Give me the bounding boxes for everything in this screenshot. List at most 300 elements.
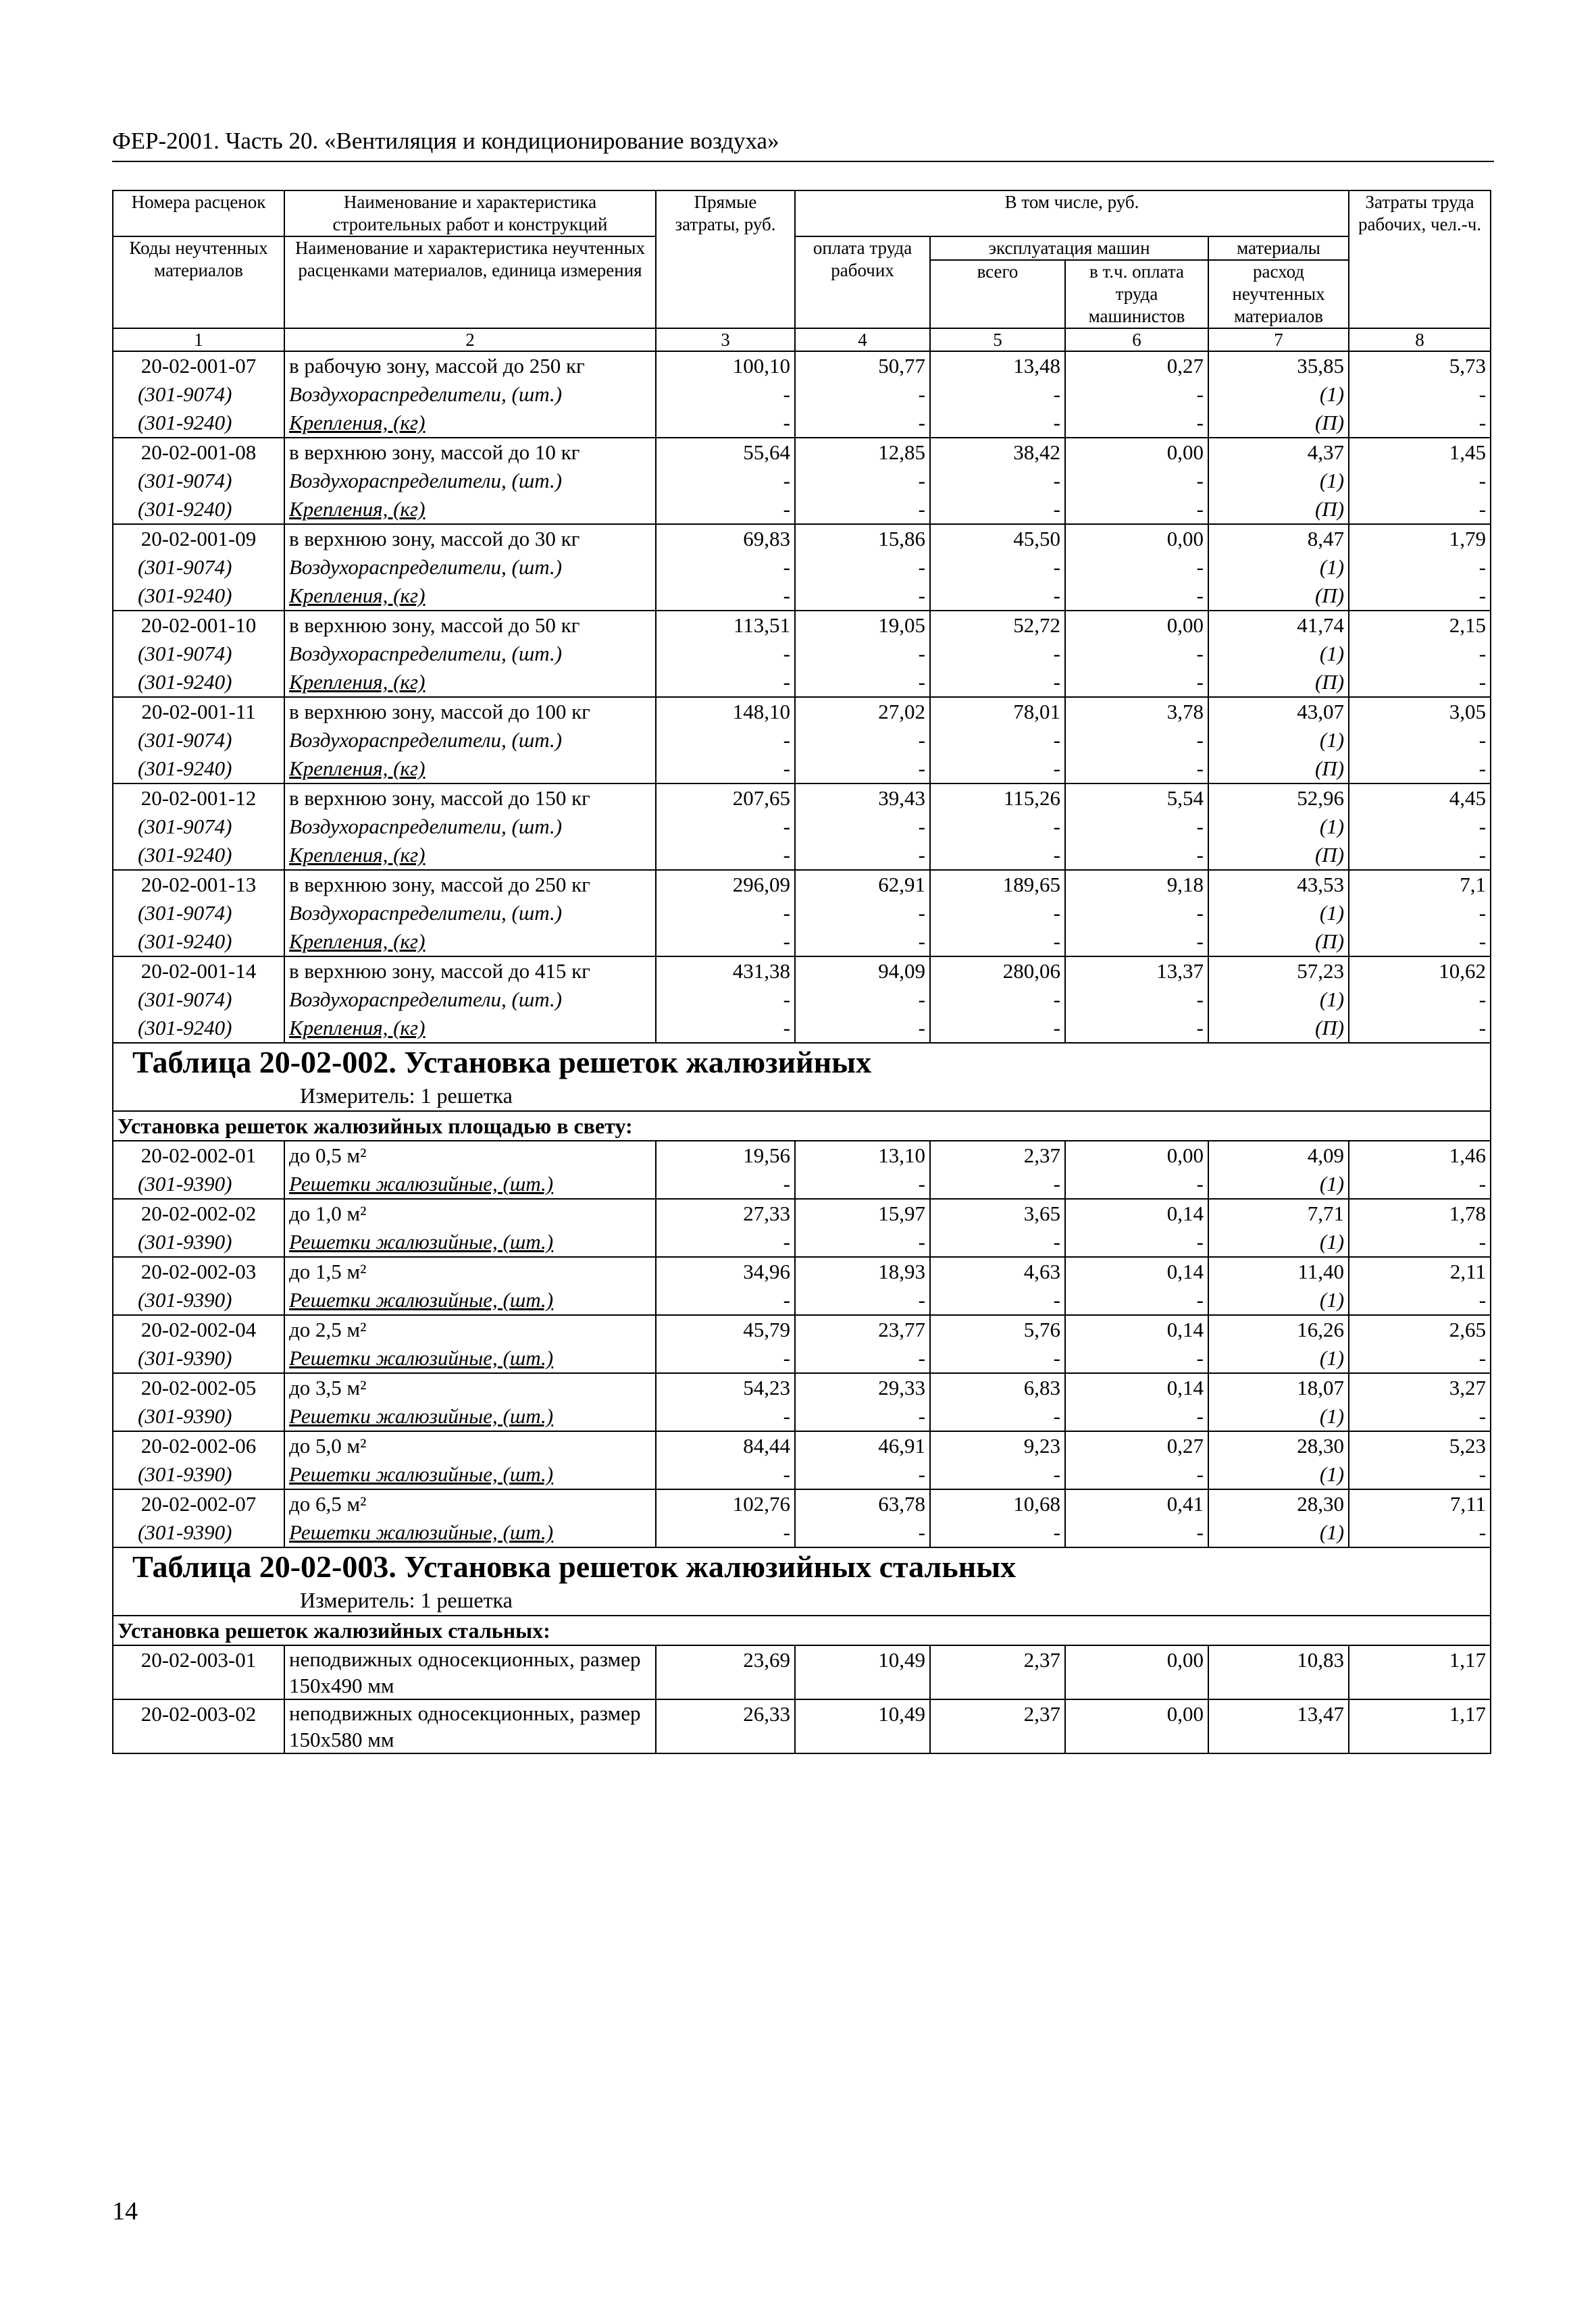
rate-value: 0,14: [1065, 1257, 1208, 1286]
table-row: [113, 1431, 1491, 1460]
price-table: [112, 190, 1490, 1754]
rate-value: 55,64: [656, 438, 795, 467]
empty-value-dash: -: [656, 927, 795, 956]
empty-value-dash: -: [656, 1460, 795, 1489]
material-row: [113, 640, 1491, 668]
empty-value-dash: -: [1065, 1518, 1208, 1547]
col-header-code: Номера расценок: [113, 190, 284, 236]
empty-value-dash: -: [930, 668, 1065, 697]
table-row: [113, 1315, 1491, 1344]
page-number: 14: [112, 2197, 138, 2226]
material-quantity: (П): [1208, 1014, 1349, 1043]
section-heading: Установка решеток жалюзийных стальных:: [113, 1616, 1491, 1645]
material-row: [113, 409, 1491, 438]
rate-value: 7,11: [1349, 1489, 1491, 1518]
material-row: [113, 1286, 1491, 1315]
material-quantity: (П): [1208, 495, 1349, 524]
table-title-text: Таблица 20-02-003. Установка решеток жалюзийных стальных: [132, 1549, 1016, 1584]
material-row: [113, 1402, 1491, 1431]
material-description: Крепления, (кг): [284, 754, 656, 783]
material-description: Крепления, (кг): [284, 409, 656, 438]
empty-value-dash: -: [930, 754, 1065, 783]
material-code: (301-9390): [113, 1228, 284, 1257]
empty-value-dash: -: [1349, 726, 1491, 754]
material-description: Решетки жалюзийные, (шт.): [284, 1518, 656, 1547]
material-quantity: (П): [1208, 409, 1349, 438]
empty-value-dash: -: [656, 813, 795, 841]
rate-description: в верхнюю зону, массой до 10 кг: [284, 438, 656, 467]
empty-value-dash: -: [656, 582, 795, 611]
rate-value: 27,02: [795, 697, 930, 726]
material-description: Крепления, (кг): [284, 668, 656, 697]
rate-value: 0,00: [1065, 438, 1208, 467]
rate-value: 39,43: [795, 783, 930, 813]
rate-value: 29,33: [795, 1373, 930, 1402]
rate-code: 20-02-002-02: [113, 1199, 284, 1228]
material-description: Решетки жалюзийные, (шт.): [284, 1170, 656, 1199]
col-header-machines: эксплуатация машин: [930, 236, 1208, 260]
material-quantity: (1): [1208, 726, 1349, 754]
rate-value: 46,91: [795, 1431, 930, 1460]
rate-description: до 6,5 м²: [284, 1489, 656, 1518]
empty-value-dash: -: [1349, 1402, 1491, 1431]
material-code: (301-9390): [113, 1518, 284, 1547]
col-number: 4: [795, 328, 930, 351]
col-header-labor: Затраты труда рабочих, чел.-ч.: [1349, 190, 1491, 328]
col-header-including: В том числе, руб.: [795, 190, 1349, 236]
material-code: (301-9074): [113, 899, 284, 927]
material-row: [113, 726, 1491, 754]
rate-description: в рабочую зону, массой до 250 кг: [284, 351, 656, 380]
rate-value: 0,00: [1065, 524, 1208, 553]
material-row: [113, 1228, 1491, 1257]
col-number: 1: [113, 328, 284, 351]
rate-description: до 0,5 м²: [284, 1141, 656, 1170]
material-quantity: (П): [1208, 582, 1349, 611]
rate-description: до 5,0 м²: [284, 1431, 656, 1460]
rate-code: 20-02-001-13: [113, 870, 284, 899]
rate-code: 20-02-002-07: [113, 1489, 284, 1518]
material-description: Решетки жалюзийные, (шт.): [284, 1402, 656, 1431]
rate-description: до 1,5 м²: [284, 1257, 656, 1286]
empty-value-dash: -: [656, 1286, 795, 1315]
rate-description: в верхнюю зону, массой до 100 кг: [284, 697, 656, 726]
empty-value-dash: -: [1349, 927, 1491, 956]
rate-value: 3,27: [1349, 1373, 1491, 1402]
table-row: [113, 438, 1491, 467]
empty-value-dash: -: [930, 1402, 1065, 1431]
rate-value: 5,54: [1065, 783, 1208, 813]
table-row: [113, 524, 1491, 553]
table-row: [113, 1257, 1491, 1286]
rate-value: 18,93: [795, 1257, 930, 1286]
material-quantity: (П): [1208, 754, 1349, 783]
empty-value-dash: -: [795, 668, 930, 697]
rate-value: 19,56: [656, 1141, 795, 1170]
rate-value: 4,37: [1208, 438, 1349, 467]
rate-code: 20-02-003-01: [113, 1645, 284, 1699]
material-quantity: (1): [1208, 1460, 1349, 1489]
measure-text: Измеритель: 1 решетка: [300, 1588, 513, 1612]
rate-code: 20-02-001-14: [113, 956, 284, 985]
rate-value: 8,47: [1208, 524, 1349, 553]
table-row: [113, 1373, 1491, 1402]
col-header-material-codes: Коды неучтенных материалов: [113, 236, 284, 328]
rate-value: 10,62: [1349, 956, 1491, 985]
rate-value: 1,45: [1349, 438, 1491, 467]
empty-value-dash: -: [1065, 1344, 1208, 1373]
empty-value-dash: -: [656, 1344, 795, 1373]
material-code: (301-9240): [113, 582, 284, 611]
empty-value-dash: -: [795, 1286, 930, 1315]
rate-description: в верхнюю зону, массой до 150 кг: [284, 783, 656, 813]
rate-value: 113,51: [656, 611, 795, 640]
empty-value-dash: -: [795, 1344, 930, 1373]
col-header-machines-total: всего: [930, 260, 1065, 328]
empty-value-dash: -: [930, 726, 1065, 754]
material-quantity: (1): [1208, 1402, 1349, 1431]
rate-value: 0,27: [1065, 351, 1208, 380]
empty-value-dash: -: [930, 1286, 1065, 1315]
rate-value: 148,10: [656, 697, 795, 726]
rate-value: 35,85: [1208, 351, 1349, 380]
table-20-02-002-body: [113, 1141, 1491, 1547]
rate-value: 0,00: [1065, 1699, 1208, 1753]
empty-value-dash: -: [1349, 1286, 1491, 1315]
empty-value-dash: -: [1065, 726, 1208, 754]
empty-value-dash: -: [930, 813, 1065, 841]
material-row: [113, 841, 1491, 870]
material-code: (301-9074): [113, 985, 284, 1014]
material-description: Крепления, (кг): [284, 927, 656, 956]
col-header-labor-pay: оплата труда рабочих: [795, 236, 930, 328]
rate-value: 5,23: [1349, 1431, 1491, 1460]
rate-description: до 2,5 м²: [284, 1315, 656, 1344]
empty-value-dash: -: [795, 754, 930, 783]
table-row: [113, 956, 1491, 985]
rate-value: 12,85: [795, 438, 930, 467]
material-quantity: (1): [1208, 1518, 1349, 1547]
material-row: [113, 553, 1491, 582]
empty-value-dash: -: [1065, 841, 1208, 870]
col-number: 3: [656, 328, 795, 351]
material-description: Решетки жалюзийные, (шт.): [284, 1344, 656, 1373]
material-description: Воздухораспределители, (шт.): [284, 467, 656, 495]
rate-code: 20-02-002-03: [113, 1257, 284, 1286]
empty-value-dash: -: [1065, 1460, 1208, 1489]
empty-value-dash: -: [795, 380, 930, 409]
empty-value-dash: -: [656, 726, 795, 754]
col-header-material-names: Наименование и характеристика неучтенных расценками материалов, единица измерения: [284, 236, 656, 328]
empty-value-dash: -: [1349, 841, 1491, 870]
empty-value-dash: -: [795, 813, 930, 841]
empty-value-dash: -: [795, 841, 930, 870]
empty-value-dash: -: [1349, 813, 1491, 841]
table-title-20-02-003: [113, 1547, 1491, 1586]
rate-value: 23,77: [795, 1315, 930, 1344]
rate-value: 5,73: [1349, 351, 1491, 380]
material-row: [113, 985, 1491, 1014]
rate-code: 20-02-001-10: [113, 611, 284, 640]
empty-value-dash: -: [1065, 467, 1208, 495]
rate-value: 280,06: [930, 956, 1065, 985]
empty-value-dash: -: [656, 409, 795, 438]
col-number: 6: [1065, 328, 1208, 351]
empty-value-dash: -: [795, 1460, 930, 1489]
material-code: (301-9240): [113, 927, 284, 956]
empty-value-dash: -: [795, 1228, 930, 1257]
empty-value-dash: -: [795, 553, 930, 582]
rate-value: 2,37: [930, 1645, 1065, 1699]
rate-value: 431,38: [656, 956, 795, 985]
empty-value-dash: -: [1065, 495, 1208, 524]
rate-value: 19,05: [795, 611, 930, 640]
rate-value: 63,78: [795, 1489, 930, 1518]
material-row: [113, 467, 1491, 495]
empty-value-dash: -: [656, 1228, 795, 1257]
rate-value: 11,40: [1208, 1257, 1349, 1286]
empty-value-dash: -: [1065, 582, 1208, 611]
material-description: Воздухораспределители, (шт.): [284, 813, 656, 841]
rate-value: 4,09: [1208, 1141, 1349, 1170]
empty-value-dash: -: [930, 1228, 1065, 1257]
empty-value-dash: -: [1349, 668, 1491, 697]
material-code: (301-9390): [113, 1344, 284, 1373]
rate-value: 54,23: [656, 1373, 795, 1402]
material-quantity: (1): [1208, 813, 1349, 841]
rate-description: до 3,5 м²: [284, 1373, 656, 1402]
rate-value: 1,46: [1349, 1141, 1491, 1170]
material-row: [113, 1344, 1491, 1373]
material-code: (301-9240): [113, 1014, 284, 1043]
table-row: [113, 870, 1491, 899]
empty-value-dash: -: [795, 640, 930, 668]
col-header-materials: материалы: [1208, 236, 1349, 260]
measure-text: Измеритель: 1 решетка: [300, 1083, 513, 1108]
rate-value: 28,30: [1208, 1431, 1349, 1460]
empty-value-dash: -: [1065, 899, 1208, 927]
rate-value: 3,05: [1349, 697, 1491, 726]
rate-value: 15,97: [795, 1199, 930, 1228]
material-row: [113, 927, 1491, 956]
rate-code: 20-02-001-07: [113, 351, 284, 380]
empty-value-dash: -: [930, 1014, 1065, 1043]
empty-value-dash: -: [795, 1402, 930, 1431]
material-description: Крепления, (кг): [284, 495, 656, 524]
empty-value-dash: -: [656, 985, 795, 1014]
rate-code: 20-02-001-08: [113, 438, 284, 467]
rate-value: 34,96: [656, 1257, 795, 1286]
empty-value-dash: -: [930, 582, 1065, 611]
rate-value: 43,07: [1208, 697, 1349, 726]
material-row: [113, 899, 1491, 927]
empty-value-dash: -: [1349, 754, 1491, 783]
material-quantity: (П): [1208, 841, 1349, 870]
col-number: 5: [930, 328, 1065, 351]
material-description: Решетки жалюзийные, (шт.): [284, 1228, 656, 1257]
material-row: [113, 1014, 1491, 1043]
rate-value: 4,63: [930, 1257, 1065, 1286]
empty-value-dash: -: [1349, 1014, 1491, 1043]
rate-value: 38,42: [930, 438, 1065, 467]
material-code: (301-9390): [113, 1170, 284, 1199]
rate-value: 0,27: [1065, 1431, 1208, 1460]
empty-value-dash: -: [795, 582, 930, 611]
empty-value-dash: -: [795, 927, 930, 956]
material-description: Воздухораспределители, (шт.): [284, 726, 656, 754]
rate-value: 52,72: [930, 611, 1065, 640]
empty-value-dash: -: [656, 640, 795, 668]
empty-value-dash: -: [930, 1170, 1065, 1199]
empty-value-dash: -: [1065, 1402, 1208, 1431]
material-description: Воздухораспределители, (шт.): [284, 640, 656, 668]
material-quantity: (1): [1208, 1344, 1349, 1373]
empty-value-dash: -: [795, 495, 930, 524]
rate-value: 100,10: [656, 351, 795, 380]
empty-value-dash: -: [795, 1014, 930, 1043]
empty-value-dash: -: [1065, 754, 1208, 783]
rate-description: до 1,0 м²: [284, 1199, 656, 1228]
table-title-20-02-002: [113, 1043, 1491, 1081]
material-code: (301-9240): [113, 409, 284, 438]
empty-value-dash: -: [930, 409, 1065, 438]
rate-value: 10,83: [1208, 1645, 1349, 1699]
rate-value: 7,71: [1208, 1199, 1349, 1228]
page-header: ФЕР-2001. Часть 20. «Вентиляция и кондиционирование воздуха»: [112, 126, 1494, 162]
material-code: (301-9074): [113, 640, 284, 668]
material-quantity: (П): [1208, 927, 1349, 956]
material-quantity: (1): [1208, 380, 1349, 409]
table-row: [113, 351, 1491, 380]
table-row: [113, 1489, 1491, 1518]
material-row: [113, 668, 1491, 697]
empty-value-dash: -: [795, 985, 930, 1014]
rate-value: 115,26: [930, 783, 1065, 813]
rate-value: 94,09: [795, 956, 930, 985]
material-description: Решетки жалюзийные, (шт.): [284, 1286, 656, 1315]
material-row: [113, 1170, 1491, 1199]
empty-value-dash: -: [1349, 582, 1491, 611]
empty-value-dash: -: [656, 467, 795, 495]
col-number: 8: [1349, 328, 1491, 351]
material-code: (301-9390): [113, 1460, 284, 1489]
rate-value: 2,11: [1349, 1257, 1491, 1286]
rate-value: 84,44: [656, 1431, 795, 1460]
rate-description: неподвижных односекционных, размер 150х580 мм: [284, 1699, 656, 1753]
rate-value: 3,78: [1065, 697, 1208, 726]
material-code: (301-9390): [113, 1286, 284, 1315]
rate-value: 2,65: [1349, 1315, 1491, 1344]
empty-value-dash: -: [795, 1518, 930, 1547]
material-code: (301-9240): [113, 754, 284, 783]
rate-value: 10,49: [795, 1645, 930, 1699]
material-row: [113, 813, 1491, 841]
rate-value: 2,37: [930, 1141, 1065, 1170]
rate-value: 2,15: [1349, 611, 1491, 640]
empty-value-dash: -: [1349, 1170, 1491, 1199]
empty-value-dash: -: [1349, 640, 1491, 668]
empty-value-dash: -: [930, 985, 1065, 1014]
empty-value-dash: -: [1065, 985, 1208, 1014]
empty-value-dash: -: [656, 841, 795, 870]
rate-value: 10,68: [930, 1489, 1065, 1518]
rate-value: 0,14: [1065, 1373, 1208, 1402]
material-description: Воздухораспределители, (шт.): [284, 985, 656, 1014]
rate-code: 20-02-001-12: [113, 783, 284, 813]
rate-description: в верхнюю зону, массой до 50 кг: [284, 611, 656, 640]
rate-value: 0,00: [1065, 1141, 1208, 1170]
rate-value: 9,23: [930, 1431, 1065, 1460]
rate-value: 50,77: [795, 351, 930, 380]
empty-value-dash: -: [1349, 380, 1491, 409]
rate-value: 10,49: [795, 1699, 930, 1753]
material-quantity: (1): [1208, 1170, 1349, 1199]
rate-value: 9,18: [1065, 870, 1208, 899]
table-row: [113, 1645, 1491, 1699]
empty-value-dash: -: [1065, 1014, 1208, 1043]
rate-code: 20-02-003-02: [113, 1699, 284, 1753]
rate-description: в верхнюю зону, массой до 415 кг: [284, 956, 656, 985]
material-code: (301-9240): [113, 668, 284, 697]
empty-value-dash: -: [656, 1014, 795, 1043]
material-description: Решетки жалюзийные, (шт.): [284, 1460, 656, 1489]
rate-value: 5,76: [930, 1315, 1065, 1344]
rate-value: 45,50: [930, 524, 1065, 553]
empty-value-dash: -: [1349, 985, 1491, 1014]
empty-value-dash: -: [930, 1344, 1065, 1373]
rate-value: 207,65: [656, 783, 795, 813]
empty-value-dash: -: [795, 467, 930, 495]
table-20-02-001-body: [113, 351, 1491, 1043]
main-table: [112, 190, 1491, 1754]
material-quantity: (1): [1208, 1286, 1349, 1315]
material-description: Воздухораспределители, (шт.): [284, 380, 656, 409]
empty-value-dash: -: [1349, 553, 1491, 582]
rate-value: 2,37: [930, 1699, 1065, 1753]
empty-value-dash: -: [1349, 409, 1491, 438]
empty-value-dash: -: [656, 553, 795, 582]
section-heading: Установка решеток жалюзийных площадью в свету:: [113, 1111, 1491, 1141]
empty-value-dash: -: [1065, 380, 1208, 409]
empty-value-dash: -: [656, 380, 795, 409]
empty-value-dash: -: [930, 495, 1065, 524]
rate-value: 26,33: [656, 1699, 795, 1753]
rate-value: 296,09: [656, 870, 795, 899]
material-quantity: (1): [1208, 985, 1349, 1014]
rate-value: 15,86: [795, 524, 930, 553]
rate-value: 6,83: [930, 1373, 1065, 1402]
material-quantity: (П): [1208, 668, 1349, 697]
rate-value: 0,14: [1065, 1315, 1208, 1344]
measure-row: [113, 1586, 1491, 1616]
rate-value: 78,01: [930, 697, 1065, 726]
rate-value: 43,53: [1208, 870, 1349, 899]
empty-value-dash: -: [930, 380, 1065, 409]
empty-value-dash: -: [1349, 1460, 1491, 1489]
material-description: Крепления, (кг): [284, 1014, 656, 1043]
rate-value: 189,65: [930, 870, 1065, 899]
empty-value-dash: -: [1065, 813, 1208, 841]
rate-value: 1,17: [1349, 1645, 1491, 1699]
empty-value-dash: -: [1349, 1518, 1491, 1547]
rate-value: 45,79: [656, 1315, 795, 1344]
material-row: [113, 380, 1491, 409]
material-row: [113, 754, 1491, 783]
empty-value-dash: -: [1349, 1228, 1491, 1257]
empty-value-dash: -: [656, 668, 795, 697]
empty-value-dash: -: [1065, 927, 1208, 956]
rate-value: 28,30: [1208, 1489, 1349, 1518]
